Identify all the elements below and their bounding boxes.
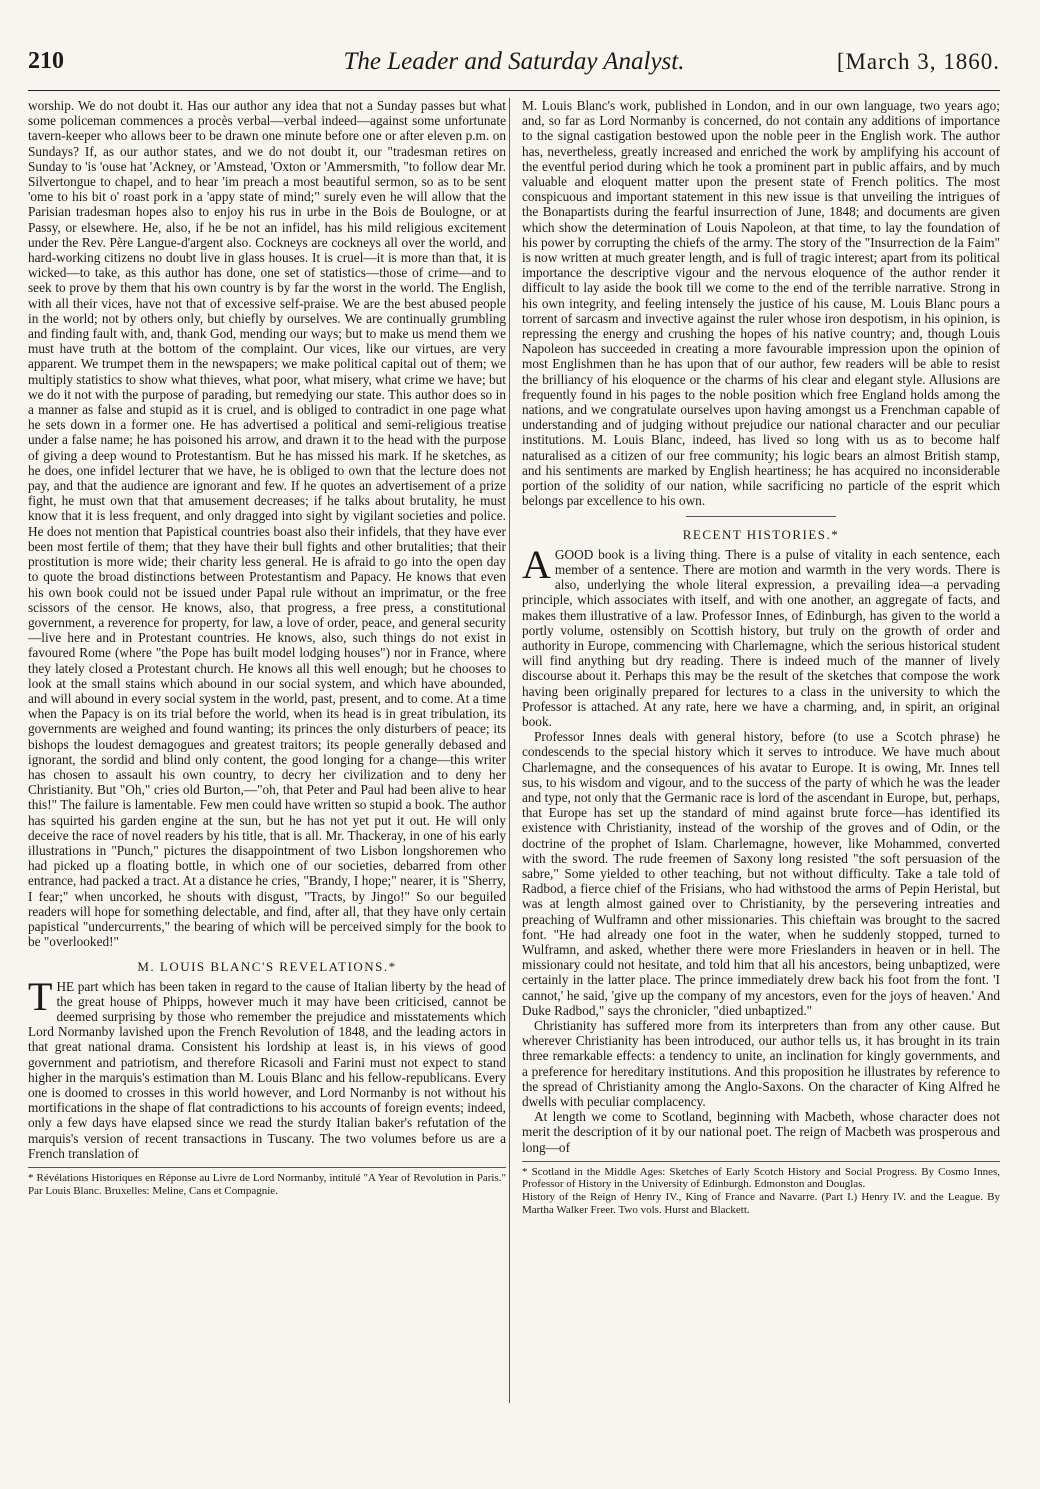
footnote: History of the Reign of Henry IV., King of France and Navarre. (Part I.) Henry IV. and the League. By Martha Walker Freer. Two vols. Hurst and Blackett. — [522, 1191, 1000, 1216]
article-paragraph — [522, 541, 1000, 729]
article-paragraph — [28, 973, 506, 1161]
header-rule — [28, 90, 1000, 91]
left-column — [28, 98, 506, 1197]
page-header — [28, 48, 1000, 88]
column-divider — [509, 98, 510, 1403]
masthead-title: The Leader and Saturday Analyst. — [343, 48, 685, 75]
issue-date: [March 3, 1860. — [836, 49, 1000, 74]
page-number: 210 — [28, 48, 64, 74]
article-paragraph: M. Louis Blanc's work, published in London, and in our own language, two years ago; and, so far as Lord Normanby is concerned, do not contain any additions of importance to the signal castigation bestowed upon the noble peer in the English work. The author has, nevertheless, greatly increased and enriched the work by amplifying his account of the eventful period during which he took a prominent part in public affairs, and by much valuable and eloquent matter upon the present state of French politics. The most conspicuous and important statement in this new issue is that unveiling the intrigues of the Bonapartists during the fearful insurrection of June, 1848; and documents are given which show the determination of Louis Napoleon, at that time, to lay the foundation of his power by corrupting the chiefs of the army. The story of the "Insurrection de la Faim" is now written at much greater length, and is full of tragic interest; apart from its political importance the descriptive vigour and the nervous eloquence of the author render it difficult to lay aside the book till we come to the end of the terrible narrative. Strong in his own integrity, and feeling intensely the justice of his cause, M. Louis Blanc pours a torrent of sarcasm and invective against the ruler whose iron despotism, in his opinion, is repressing the energy and crushing the hopes of his native country; and, though Louis Napoleon has succeeded in creating a more favourable impression upon the opinion of most Englishmen than he has upon that of our author, few readers will be able to resist the brilliancy of his eloquence or the charms of his clear and elegant style. Allusions are frequently found in his pages to the noble position which free England holds among the nations, and we congratulate ourselves upon having amongst us a Frenchman capable of understanding and of judging without prejudice our national character and our peculiar institutions. M. Louis Blanc, indeed, has lived so long with us as to become half naturalised as a citizen of our free community; his logic bears an almost British stamp, and his sentiments are marked by English heartiness; he has acquired no inconsiderable portion of the solidity of our nation, while sacrificing no particle of the esprit which belongs par excellence to his own. — [522, 98, 1000, 509]
section-title-blanc: M. LOUIS BLANC'S REVELATIONS.* — [137, 959, 397, 975]
article-paragraph: At length we come to Scotland, beginning with Macbeth, whose character does not merit the description of it by our national poet. The reign of Macbeth was prosperous and long—of — [522, 1109, 1000, 1155]
drop-cap: T — [28, 973, 53, 1019]
article-paragraph: Professor Innes deals with general history, before (to use a Scotch phrase) he condescends to the special history which it serves to introduce. We have much about Charlemagne, and the consequences of his avatar to Europe. It is owing, Mr. Innes tell sus, to his wisdom and vigour, and to the success of the party of which he was the leader and type, not only that the Germanic race is lord of the ascendant in Europe, but, perhaps, that Europe has set up the standard of mind against brute force—has identified its existence with Christianity, instead of the worship of the groves and of Odin, or the doctrine of the prophet of Islam. Charlemagne, however, like Mohammed, converted with the sword. The rude freemen of Saxony long resisted "the soft persuasion of the sabre," Some yielded to other teaching, but not without difficulty. Take a tale told of Radbod, a fierce chief of the Frisians, who had withstood the arms of Pepin Heristal, but was at length almost gained over to Christianity, by the persevering intreaties and preaching of Wulframn and other missionaries. This chieftain was brought to the sacred font. "He had already one foot in the water, when he suddenly stopped, turned to Wulframn, and asked, whether there were more Frieslanders in heaven or in hell. The missionary could not hesitate, and told him that all his ancestors, being unbaptized, were certainly in the latter place. The prince immediately drew back his foot from the font. 'I cannot,' he said, 'give up the company of my ancestors, even for the joys of heaven.' And Duke Radbod," says the chronicler, "died unbaptized." — [522, 729, 1000, 1018]
right-column — [522, 98, 1000, 1216]
article-paragraph: worship. We do not doubt it. Has our author any idea that not a Sunday passes but what some policeman commences a procès verbal—verbal indeed—against some unfortunate tavern-keeper who allows beer to be drawn one minute before one or after eleven p.m. on Sundays? If, as our author states, and we do not doubt it, our "tradesman retires on Sunday to 'is 'ouse hat 'Ackney, or 'Amstead, 'Oxton or 'Ammersmith, "to follow dear Mr. Silvertongue to chapel, and to hear 'im preach a most beautiful sermon, so as to be sent 'ome to his bit o' roast pork in a 'appy state of mind;" surely even he will allow that the Parisian tradesman hopes also to enjoy his rus in urbe in the Bois de Boulogne, or at Passy, or elsewhere. He, also, if he be not an infidel, has his mild religious excitement under the Rev. Père Langue-d'argent also. Cockneys are cockneys all over the world, and hard-working citizens no doubt live in glass houses. It is cruel—it is more than that, it is wicked—to take, as this author has done, one set of statistics—those of crime—and to seek to prove by them that his own country is by far the worst in the world. The English, with all their vices, have not that of excessive self-praise. We are the best abused people in the world; not by others only, but chiefly by ourselves. We are continually grumbling and finding fault with, and, thank God, mending our ways; but to make us mend them we must have truth at the bottom of the complaint. Our vices, like our virtues, are very apparent. We trumpet them in the newspapers; we make political capital out of them; we multiply statistics to show what thieves, what poor, what misery, what crime we have; but we do it not with the purpose of parading, but remedying our state. This author does so in a manner as false and stupid as it is cruel, and is obliged to contradict in one page what he sets down in a former one. He has advertised a political and semi-religious treatise under a false name; he has poisoned his arrow, and drawn it to the head with the purpose of giving a deep wound to Protestantism. But he has missed his mark. If he sketches, as he does, one infidel lecturer that we have, he is obliged to own that the lecture does not pay, and that the audience are ignorant and few. If he quotes an advertisement of a prize fight, he must own that that amusement decreases; if he talks about brutality, he must know that it is less frequent, and only dragged into sight by vigilant societies and police. He does not mention that Papistical countries boast also their infidels, that they have ever been most fertile of them; that they have their bull fights and other brutalities; that their prostitution is more wide; their charity less general. He is afraid to go into the open day to quote the broad distinctions between Protestantism and Papacy. He knows that even his own book could not be issued under Papal rule without an imprimatur, or the free scissors of the censor. He knows, also, that progress, a free press, a constitutional government, a reverence for property, for law, a love of order, peace, and general security—live here and in Protestant countries. He knows, also, such things do not exist in favoured Rome (where "the Pope has built model lodging houses") nor in France, where they lately closed a Protestant church. He knows all this well enough; but he chooses to look at the small stains which abound in our social system, and which have abounded, and will abound in every social system in the world, past, present, and to come. At a time when the Papacy is on its trial before the world, when its head is in great tribulation, its governments are weighed and found wanting; its princes the only disturbers of peace; its bishops the loudest demagogues and greatest traitors; its people generally debased and ignorant, the sordid and blind only content, the good longing for a change—this writer has chosen to assault his own country, to decry her civilization and to deny her Christianity. But "Oh," cries old Burton,—"oh, that Peter and Paul had been alive to hear this!" The failure is lamentable. Few men could have written so stupid a book. The author has squirted his garden engine at the sun, but he has not yet put it out. He will only deceive the race of novel readers by his title, that is all. Mr. Thackeray, in one of his early illustrations in "Punch," pictures the disappointment of two Lisbon longshoremen who had picked up a floating bottle, in which one of our societies, debarred from other entrance, had packed a tract. At a distance he cries, "Brandy, I hope;" nearer, it is "Sherry, I fear;" when uncorked, he shouts with disgust, "Tracts, by Jingo!" So our beguiled readers will hope for something delectable, and find, after all, that they have only certain papistical "undercurrents," the bearing of which will be perceived simply for the book to be "overlooked!" — [28, 98, 506, 950]
paragraph-text: HE part which has been taken in regard to the cause of Italian liberty by the head of the great house of Phipps, however much it may have been criticised, cannot be deemed surprising by those who remember the prejudice and misstatements which Lord Normanby lavished upon the French Revolution of 1848, and the leading actors in that great national drama. Consistent his lordship at least is, in his views of good government and patriotism, and therefore Ricasoli and Farini must not expect to stand higher in the marquis's estimation than M. Louis Blanc and his fellow-republicans. Every one is doomed to crosses in this world however, and Lord Normanby is not without his mortifications in the shape of flat contradictions to his accounts of foreign events; indeed, only a few days have elapsed since we read the sturdy Italian baker's refutation of the marquis's version of recent transactions in Tuscany. The two volumes before us are a French translation of — [28, 978, 506, 1161]
footnote-rule — [28, 1167, 506, 1168]
drop-cap: A — [522, 541, 551, 587]
footnote: * Révélations Historiques en Réponse au Livre de Lord Normanby, intitulé "A Year of Revolution in Paris." Par Louis Blanc. Bruxelles: Meline, Cans et Compagnie. — [28, 1172, 506, 1197]
paragraph-text: GOOD book is a living thing. There is a pulse of vitality in each sentence, each member of a sentence. There are motion and warmth in the very words. There is also, underlying the whole literal expression, a prevailing idea—a pervading principle, which associates with itself, and with one another, an aggregate of facts, and makes them illustrative of a law. Professor Innes, of Edinburgh, has given to the world a portly volume, ostensibly on Scottish history, but truly on the growth of order and authority in Europe, commencing with Charlemagne, which the serious historical student will find anything but dry reading. There is indeed much of the manner of lively discourse about it. Perhaps this may be the result of the sketches that compose the work having been originally prepared for lectures to a class in the university to which the Professor is attached. At any rate, here we have a charming, and, in spirit, an original book. — [522, 546, 1000, 729]
footnote-rule — [522, 1161, 1000, 1162]
footnote: * Scotland in the Middle Ages: Sketches of Early Scotch History and Social Progress. By Cosmo Innes, Professor of History in the University of Edinburgh. Edmonston and Douglas. — [522, 1165, 1000, 1191]
section-separator — [686, 516, 836, 517]
section-title-histories: RECENT HISTORIES.* — [682, 527, 840, 543]
article-paragraph: Christianity has suffered more from its interpreters than from any other cause. But wherever Christianity has been introduced, our author tells us, it has brought in its train three remarkable effects: a tendency to unite, an inclination for kingly governments, and a preference for hereditary institutions. And this proposition he illustrates by reference to the spread of Christianity among the Anglo-Saxons. On the character of King Alfred he dwells with peculiar complacency. — [522, 1017, 1000, 1109]
